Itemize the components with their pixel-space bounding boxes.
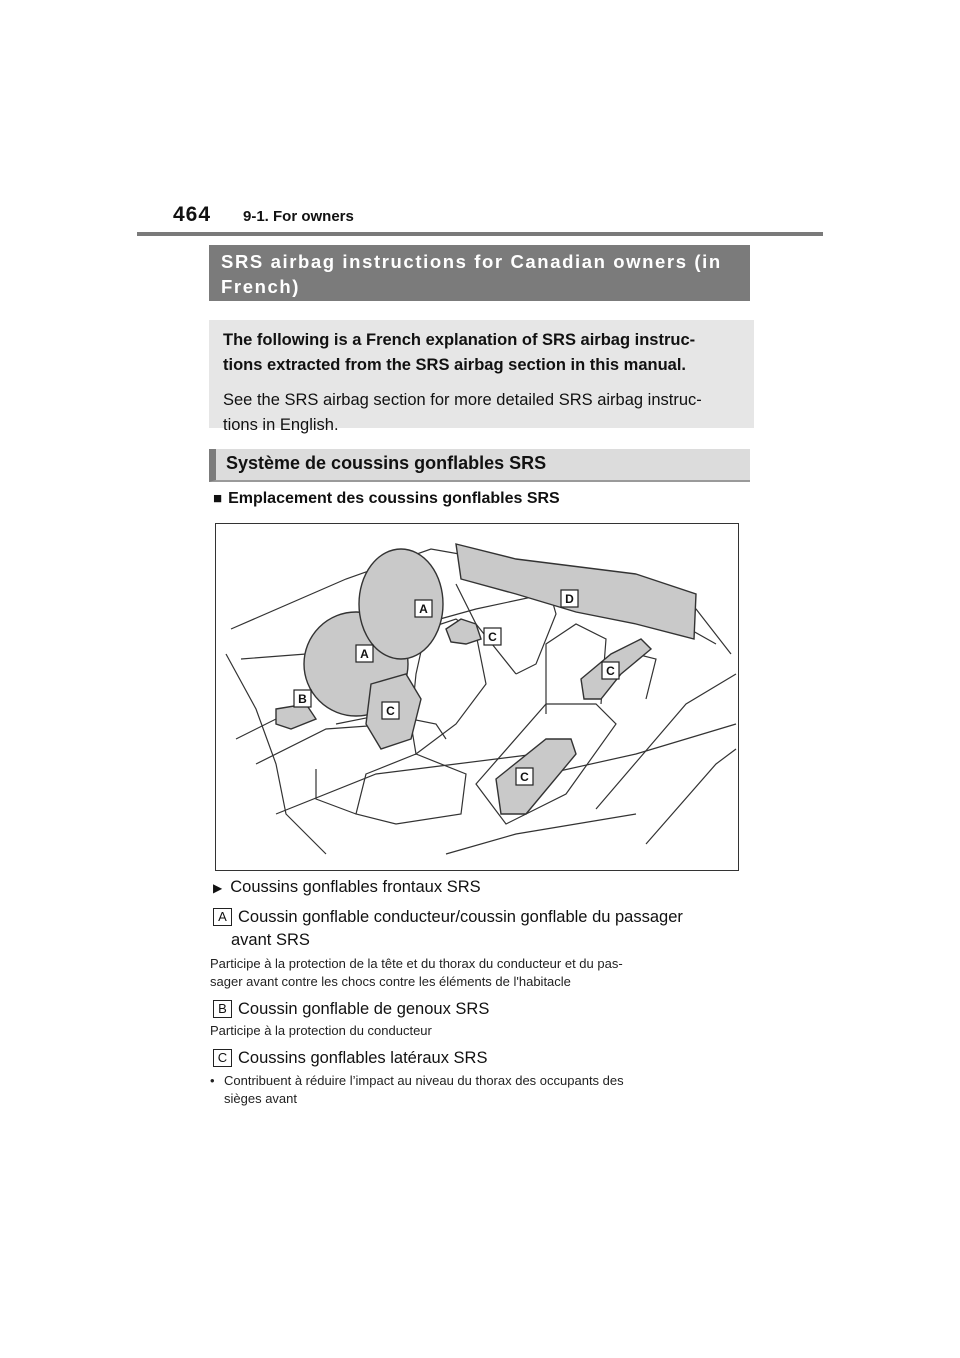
car-interior-illustration: [216, 524, 737, 869]
frontal-airbags-item: [213, 878, 481, 897]
letter-box-a: A: [213, 908, 232, 926]
figure-label-c4: C: [520, 770, 529, 784]
item-c: [213, 1047, 487, 1070]
page-number: 464: [173, 203, 212, 226]
letter-box-c: C: [213, 1049, 232, 1067]
figure-label-c1: C: [386, 704, 395, 718]
square-marker: ■: [213, 490, 223, 507]
intro-line2: tions in English.: [223, 416, 339, 434]
item-a: [213, 906, 683, 952]
item-c-bullet: [210, 1072, 624, 1108]
item-c-text: Coussins gonflables latéraux SRS: [238, 1049, 488, 1067]
section-title-line1: SRS airbag instructions for Canadian owners (in: [221, 251, 722, 272]
item-b: [213, 998, 489, 1021]
figure-label-a1: A: [419, 602, 428, 616]
intro-bold-line2: tions extracted from the SRS airbag section in this manual.: [223, 356, 687, 374]
item-a-line2: avant SRS: [231, 931, 310, 949]
item-b-text: Coussin gonflable de genoux SRS: [238, 1000, 490, 1018]
item-b-description: Participe à la protection du conducteur: [210, 1023, 432, 1038]
item-a-description: [210, 955, 623, 991]
location-heading: [213, 490, 560, 508]
section-title-line2: French): [221, 276, 301, 297]
item-a-line1: Coussin gonflable conducteur/coussin gonflable du passager: [238, 908, 683, 926]
bullet-marker: •: [210, 1073, 215, 1088]
frontal-airbags-text: Coussins gonflables frontaux SRS: [230, 878, 481, 896]
location-heading-text: Emplacement des coussins gonflables SRS: [228, 490, 560, 507]
header-rule: [137, 232, 823, 236]
figure-label-c3: C: [606, 664, 615, 678]
section-reference: 9-1. For owners: [243, 208, 354, 225]
intro-bold-line1: The following is a French explanation of SRS airbag instruc-: [223, 331, 696, 349]
intro-line1: See the SRS airbag section for more detailed SRS airbag instruc-: [223, 391, 702, 409]
intro-box: [209, 320, 754, 434]
arrow-marker: ▶: [213, 881, 223, 895]
figure-label-d: D: [565, 592, 574, 606]
item-a-desc-line2: sager avant contre les chocs contre les éléments de l'habitacle: [210, 974, 571, 989]
item-c-bullet-line2: sièges avant: [224, 1091, 297, 1106]
section-title-bar: [209, 245, 750, 301]
airbag-location-figure: [215, 523, 739, 871]
figure-label-a2: A: [360, 647, 369, 661]
letter-box-b: B: [213, 1000, 232, 1018]
figure-label-b: B: [298, 692, 307, 706]
item-a-desc-line1: Participe à la protection de la tête et du thorax du conducteur et du pas-: [210, 956, 623, 971]
subheading-bar: Système de coussins gonflables SRS: [209, 449, 750, 482]
item-c-bullet-line1: Contribuent à réduire l’impact au niveau du thorax des occupants des: [224, 1073, 624, 1088]
figure-label-c2: C: [488, 630, 497, 644]
